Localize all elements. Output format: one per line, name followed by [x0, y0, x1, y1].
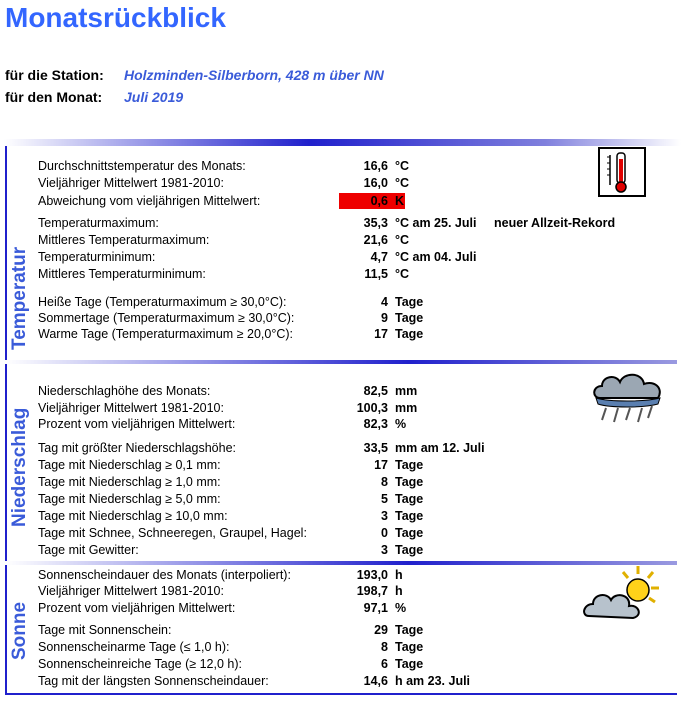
row-unit: mm: [395, 384, 418, 398]
row-label: Sonnenscheinreiche Tage (≥ 12,0 h):: [38, 657, 242, 671]
row-value: 100,3: [356, 401, 388, 415]
row-value: 5: [381, 492, 388, 506]
row-unit: °C am 25. Juli: [395, 216, 477, 230]
row-label: Abweichung vom vieljährigen Mittelwert:: [38, 194, 261, 208]
section-divider: [5, 360, 677, 364]
row-value: 193,0: [356, 568, 388, 582]
row-value: 16,6: [363, 159, 388, 173]
row-value: 33,5: [363, 441, 388, 455]
station-value: Holzminden-Silberborn, 428 m über NN: [124, 67, 384, 83]
row-unit: K: [395, 194, 405, 208]
row-unit: °C: [395, 176, 410, 190]
row-label: Sommertage (Temperaturmaximum ≥ 30,0°C):: [38, 311, 295, 325]
row-value: 4,7: [370, 250, 388, 264]
row-unit: mm: [395, 401, 418, 415]
row-label: Tage mit Niederschlag ≥ 10,0 mm:: [38, 509, 228, 523]
page-title: Monatsrückblick: [5, 2, 226, 33]
row-value: 82,3: [363, 417, 388, 431]
rain-cloud-icon: [588, 368, 670, 430]
row-unit: Tage: [395, 657, 424, 671]
row-unit: Tage: [395, 526, 424, 540]
month-value: Juli 2019: [124, 89, 184, 105]
row-label: Warme Tage (Temperaturmaximum ≥ 20,0°C):: [38, 327, 293, 341]
row-unit: Tage: [395, 327, 424, 341]
row-value: 8: [381, 640, 388, 654]
month-label: für den Monat:: [5, 89, 103, 105]
row-value: 3: [381, 509, 388, 523]
sun-cloud-icon: [583, 564, 663, 624]
row-value: 21,6: [363, 233, 388, 247]
row-unit: Tage: [395, 458, 424, 472]
row-label: Prozent vom vieljährigen Mittelwert:: [38, 417, 236, 431]
row-label: Tage mit Sonnenschein:: [38, 623, 172, 637]
row-unit: Tage: [395, 640, 424, 654]
header-divider: [4, 139, 681, 146]
row-value: 8: [381, 475, 388, 489]
row-label: Tage mit Niederschlag ≥ 1,0 mm:: [38, 475, 221, 489]
row-note: neuer Allzeit-Rekord: [494, 216, 616, 230]
row-value: 29: [374, 623, 388, 637]
row-unit: °C: [395, 267, 410, 281]
row-label: Heiße Tage (Temperaturmaximum ≥ 30,0°C):: [38, 295, 287, 309]
row-label: Temperaturminimum:: [38, 250, 156, 264]
row-value: 17: [374, 458, 388, 472]
row-label: Durchschnittstemperatur des Monats:: [38, 159, 246, 173]
row-value: 16,0: [363, 176, 388, 190]
sonne-vline: [5, 565, 7, 693]
row-value: 6: [381, 657, 388, 671]
row-unit: °C am 04. Juli: [395, 250, 477, 264]
row-unit: Tage: [395, 311, 424, 325]
row-unit: °C: [395, 233, 410, 247]
row-label: Temperaturmaximum:: [38, 216, 159, 230]
row-unit: Tage: [395, 295, 424, 309]
row-value: 82,5: [363, 384, 388, 398]
row-unit: °C: [395, 159, 410, 173]
section-label-niederschlag: Niederschlag: [9, 407, 30, 527]
row-unit: Tage: [395, 623, 424, 637]
row-value: 14,6: [363, 674, 388, 688]
row-value: 97,1: [363, 601, 388, 615]
station-label: für die Station:: [5, 67, 104, 83]
row-unit: mm am 12. Juli: [395, 441, 485, 455]
row-label: Tag mit der längsten Sonnenscheindauer:: [38, 674, 269, 688]
row-unit: Tage: [395, 509, 424, 523]
row-value: 198,7: [356, 584, 388, 598]
row-value: 3: [381, 543, 388, 557]
thermometer-icon: [598, 147, 646, 197]
row-value: 11,5: [364, 267, 388, 281]
section-divider: [5, 693, 677, 695]
row-label: Tage mit Niederschlag ≥ 0,1 mm:: [38, 458, 221, 472]
row-label: Tage mit Niederschlag ≥ 5,0 mm:: [38, 492, 221, 506]
temperatur-vline: [5, 146, 7, 360]
row-label: Sonnenscheindauer des Monats (interpoliert):: [38, 568, 291, 582]
row-value: 35,3: [363, 216, 388, 230]
row-label: Sonnenscheinarme Tage (≤ 1,0 h):: [38, 640, 230, 654]
row-value: 0,6: [370, 194, 388, 208]
row-unit: h am 23. Juli: [395, 674, 471, 688]
row-label: Vieljähriger Mittelwert 1981-2010:: [38, 176, 224, 190]
row-value: 0: [381, 526, 388, 540]
row-value: 17: [374, 327, 388, 341]
row-unit: %: [395, 417, 407, 431]
row-label: Prozent vom vieljährigen Mittelwert:: [38, 601, 236, 615]
section-divider: [5, 561, 677, 565]
row-label: Tag mit größter Niederschlagshöhe:: [38, 441, 237, 455]
row-unit: %: [395, 601, 407, 615]
row-label: Tage mit Schnee, Schneeregen, Graupel, Hagel:: [38, 526, 307, 540]
row-unit: Tage: [395, 543, 424, 557]
row-label: Niederschlaghöhe des Monats:: [38, 384, 211, 398]
row-unit: h: [395, 584, 403, 598]
niederschlag-vline: [5, 364, 7, 561]
row-value: 4: [381, 295, 388, 309]
row-unit: Tage: [395, 475, 424, 489]
row-label: Mittleres Temperaturmaximum:: [38, 233, 210, 247]
row-value: 9: [381, 311, 388, 325]
row-unit: Tage: [395, 492, 424, 506]
row-label: Vieljähriger Mittelwert 1981-2010:: [38, 401, 224, 415]
row-unit: h: [395, 568, 403, 582]
section-label-temperatur: Temperatur: [9, 246, 30, 350]
row-label: Tage mit Gewitter:: [38, 543, 139, 557]
section-label-sonne: Sonne: [9, 601, 30, 660]
row-label: Mittleres Temperaturminimum:: [38, 267, 206, 281]
row-label: Vieljähriger Mittelwert 1981-2010:: [38, 584, 224, 598]
